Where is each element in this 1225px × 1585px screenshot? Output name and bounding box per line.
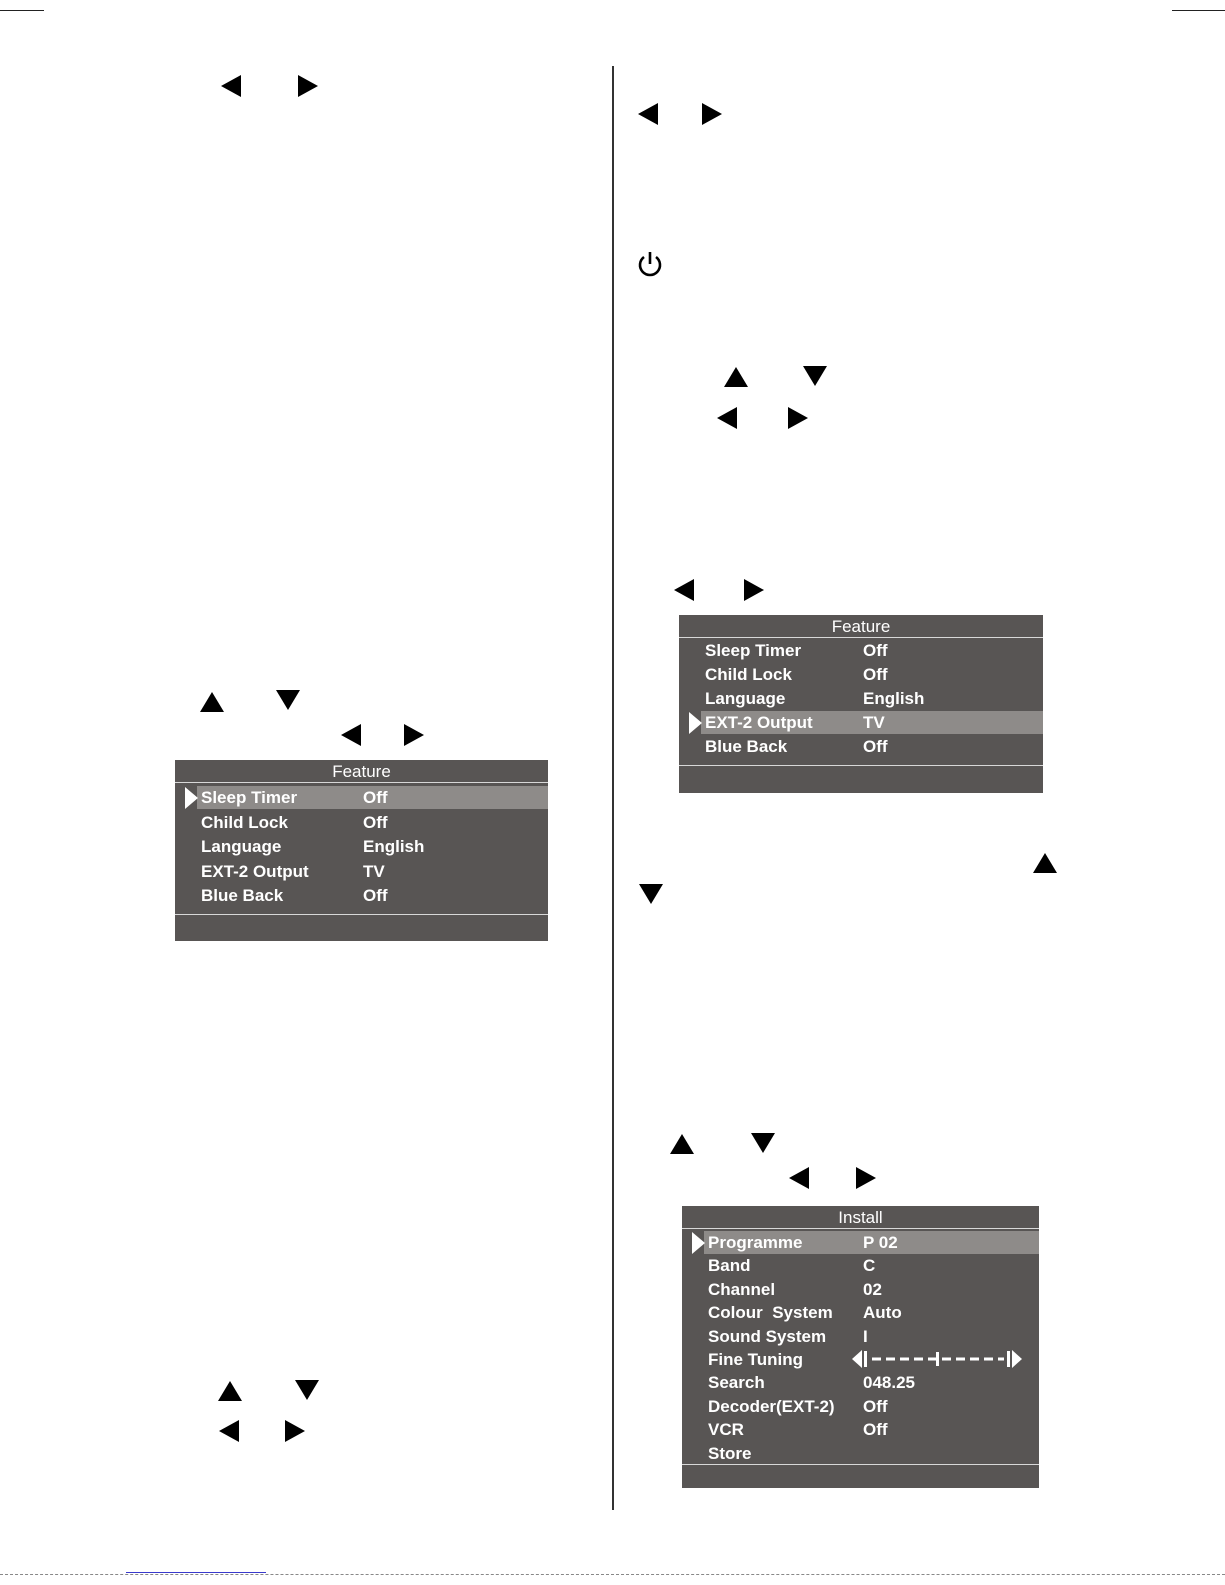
menu-row-value: 048.25 <box>863 1373 915 1393</box>
crop-mark-right <box>1172 10 1225 11</box>
right-triangle-icon <box>285 1420 305 1442</box>
menu-row-label: Colour System <box>708 1303 833 1323</box>
menu-row[interactable] <box>682 1231 1039 1254</box>
menu-row-label: Child Lock <box>201 812 288 832</box>
menu-row-label: VCR <box>708 1420 744 1440</box>
menu-row[interactable] <box>682 1278 1039 1301</box>
left-triangle-icon <box>221 75 241 97</box>
slider-right-arrow-icon <box>1012 1350 1022 1368</box>
install-menu-title: Install <box>682 1206 1039 1229</box>
menu-row[interactable] <box>175 786 548 809</box>
menu-row[interactable] <box>682 1254 1039 1277</box>
left-triangle-icon <box>789 1167 809 1189</box>
footnote-rule <box>126 1572 266 1573</box>
left-triangle-icon <box>717 407 737 429</box>
right-triangle-icon <box>788 407 808 429</box>
menu-row-label: Decoder(EXT-2) <box>708 1396 835 1416</box>
menu-row[interactable] <box>682 1418 1039 1441</box>
menu-row-value: C <box>863 1256 876 1276</box>
feature-menu-title: Feature <box>679 615 1043 638</box>
down-triangle-icon <box>276 690 300 710</box>
left-triangle-icon <box>341 724 361 746</box>
menu-row-label: Sleep Timer <box>705 641 802 660</box>
down-triangle-icon <box>295 1380 319 1400</box>
menu-row-value: English <box>363 837 425 856</box>
menu-row-label: Sleep Timer <box>201 788 298 807</box>
menu-row-value: Auto <box>863 1303 902 1323</box>
menu-row-label: Band <box>708 1256 751 1276</box>
down-triangle-icon <box>751 1133 775 1153</box>
slider-end-right <box>1007 1351 1010 1367</box>
menu-row[interactable] <box>175 860 548 883</box>
selection-pointer-icon <box>692 1232 705 1254</box>
menu-row-label: Store <box>708 1443 752 1463</box>
feature-menu-left <box>175 760 548 941</box>
menu-row-value: Off <box>363 812 388 832</box>
menu-row-label: Sound System <box>708 1326 827 1346</box>
menu-row-value: Off <box>863 737 888 756</box>
slider-left-arrow-icon <box>852 1350 862 1368</box>
menu-row[interactable] <box>679 639 1043 662</box>
menu-row[interactable] <box>175 835 548 858</box>
right-triangle-icon <box>744 579 764 601</box>
menu-footer-divider <box>175 914 548 915</box>
up-triangle-icon <box>1033 853 1057 873</box>
menu-row-label: Language <box>705 689 786 708</box>
up-triangle-icon <box>200 692 224 712</box>
bottom-rule <box>0 1574 1225 1575</box>
menu-row[interactable] <box>682 1348 1039 1371</box>
menu-row-label: Channel <box>708 1279 776 1299</box>
menu-row[interactable] <box>679 735 1043 758</box>
menu-row[interactable] <box>175 884 548 907</box>
menu-row-value: Off <box>863 665 888 684</box>
menu-footer-divider <box>682 1464 1039 1465</box>
up-triangle-icon <box>724 367 748 387</box>
menu-row-label: Blue Back <box>705 737 788 756</box>
selection-pointer-icon <box>689 712 702 734</box>
left-triangle-icon <box>674 579 694 601</box>
install-menu <box>682 1206 1039 1488</box>
right-triangle-icon <box>404 724 424 746</box>
menu-row-label: Fine Tuning <box>708 1350 804 1369</box>
down-triangle-icon <box>803 366 827 386</box>
menu-row-label: Child Lock <box>705 665 792 684</box>
menu-row-value: Off <box>363 886 388 905</box>
down-triangle-icon <box>639 884 663 904</box>
menu-footer-divider <box>679 765 1043 766</box>
up-triangle-icon <box>670 1134 694 1154</box>
left-triangle-icon <box>219 1420 239 1442</box>
menu-row[interactable] <box>682 1301 1039 1324</box>
menu-row[interactable] <box>679 687 1043 710</box>
fine-tuning-slider[interactable] <box>850 1348 1026 1370</box>
menu-row[interactable] <box>682 1442 1039 1465</box>
menu-row-label: Programme <box>708 1233 803 1252</box>
menu-row-label: Language <box>201 837 282 856</box>
menu-row[interactable] <box>175 811 548 834</box>
feature-menu-title: Feature <box>175 760 548 783</box>
selection-pointer-icon <box>185 787 198 809</box>
menu-row-value: P 02 <box>863 1233 898 1252</box>
menu-row-value: TV <box>863 713 885 732</box>
slider-thumb <box>936 1352 939 1366</box>
slider-end-left <box>864 1351 867 1367</box>
power-icon <box>636 249 664 279</box>
menu-row-value: English <box>863 689 925 708</box>
menu-row-value: Off <box>863 1420 888 1440</box>
menu-row[interactable] <box>682 1395 1039 1418</box>
crop-mark-left <box>0 10 44 11</box>
menu-row[interactable] <box>682 1371 1039 1394</box>
menu-row-label: Blue Back <box>201 886 284 905</box>
menu-row-value: Off <box>363 788 388 807</box>
menu-row-value: 02 <box>863 1279 882 1299</box>
menu-row-label: EXT-2 Output <box>705 713 813 732</box>
menu-row[interactable] <box>679 663 1043 686</box>
right-triangle-icon <box>702 103 722 125</box>
feature-menu-right <box>679 615 1043 793</box>
right-triangle-icon <box>298 75 318 97</box>
menu-row[interactable] <box>679 711 1043 734</box>
menu-row-value: Off <box>863 641 888 660</box>
menu-row-value: TV <box>363 861 385 881</box>
column-divider <box>612 66 614 1510</box>
menu-row[interactable] <box>682 1325 1039 1348</box>
up-triangle-icon <box>218 1381 242 1401</box>
menu-row-label: Search <box>708 1373 765 1393</box>
menu-row-value: Off <box>863 1396 888 1416</box>
menu-row-label: EXT-2 Output <box>201 861 309 881</box>
right-triangle-icon <box>856 1167 876 1189</box>
menu-row-value: I <box>863 1326 868 1346</box>
left-triangle-icon <box>638 103 658 125</box>
